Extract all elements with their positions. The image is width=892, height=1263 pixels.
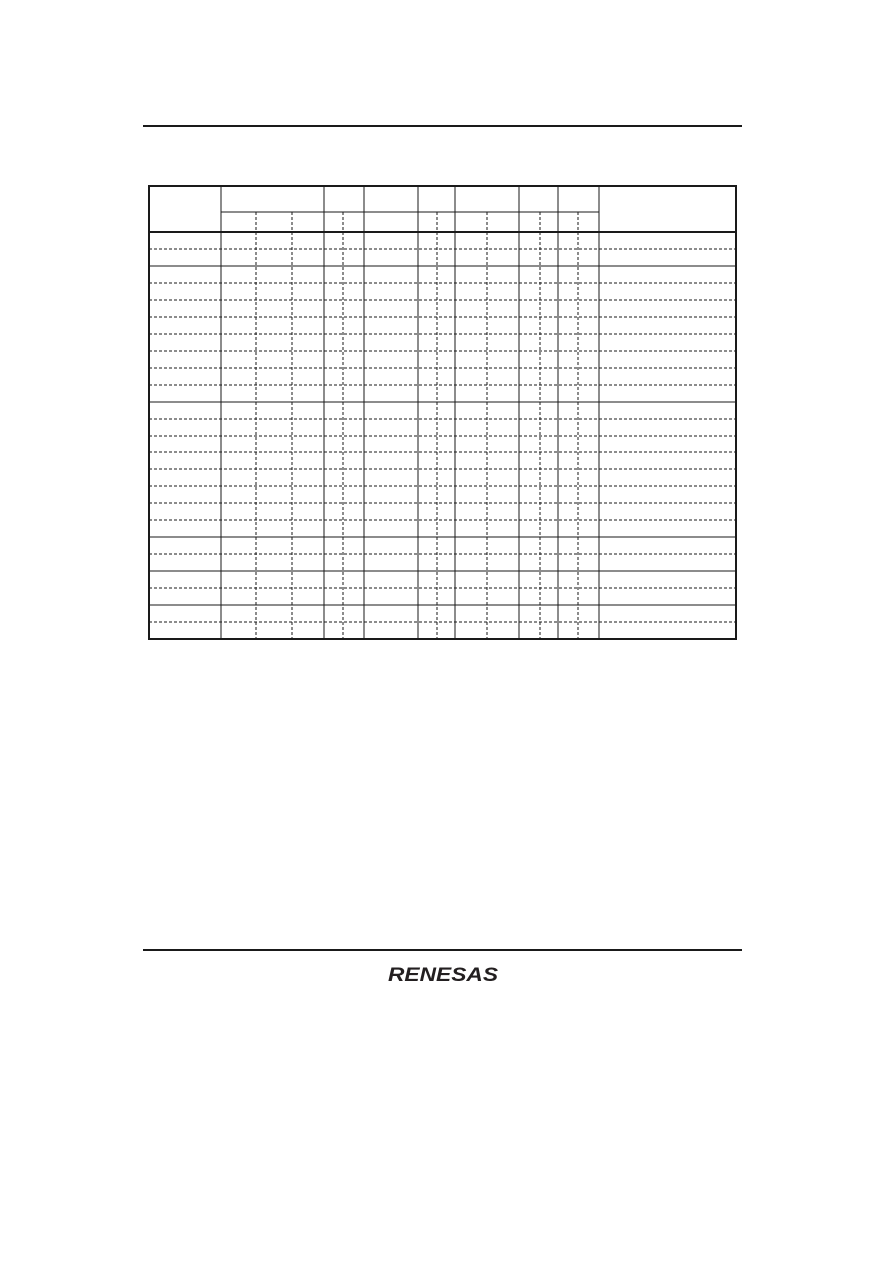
table-grid-lines <box>148 185 737 640</box>
renesas-logo <box>386 962 500 986</box>
renesas-logo-mark <box>386 962 500 986</box>
data-table <box>148 185 737 640</box>
header-rule <box>143 125 742 127</box>
footer-rule <box>143 949 742 951</box>
logo-wordmark: RENESAS <box>388 965 499 986</box>
